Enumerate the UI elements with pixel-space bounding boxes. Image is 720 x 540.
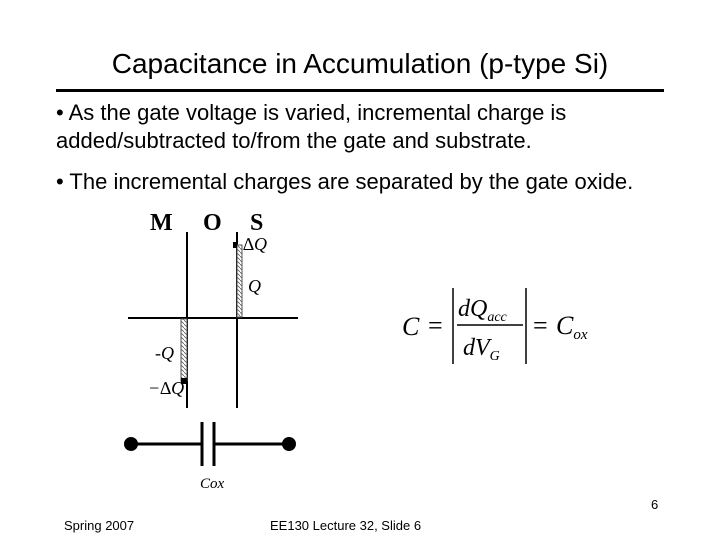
- footer-date: Spring 2007: [64, 518, 135, 533]
- delta-q-top-marker: [233, 242, 237, 248]
- eq-denominator: $dV_G$: [463, 335, 500, 364]
- eq-numerator: $dQ_{acc}$: [458, 296, 507, 325]
- label-delta-q-bottom: −∆Q: [148, 378, 185, 398]
- capacitance-equation: [398, 282, 598, 372]
- page-number: 6: [651, 497, 659, 512]
- label-cox: Cox: [200, 476, 225, 492]
- eq-lhs: C: [402, 312, 420, 341]
- bullet-1: • As the gate voltage is varied, incremental charge is added/subtracted to/from the gate and substrate.: [56, 100, 567, 153]
- charge-bar-q-top: [237, 245, 242, 317]
- eq-rhs: Cox: [556, 311, 588, 343]
- label-metal: M: [150, 210, 173, 236]
- bullet-2: • The incremental charges are separated by the gate oxide.: [56, 169, 634, 194]
- eq-equals-1: =: [428, 311, 443, 340]
- label-q-top: Q: [248, 276, 261, 296]
- label-oxide: O: [203, 210, 222, 236]
- eq-equals-2: =: [533, 311, 548, 340]
- label-semiconductor: S: [250, 210, 264, 236]
- label-q-bottom: -Q: [155, 343, 174, 363]
- footer-lecture: EE130 Lecture 32, Slide 6: [270, 518, 422, 533]
- label-delta-q-top: ∆Q: [243, 234, 268, 254]
- slide-title: Capacitance in Accumulation (p-type Si): [111, 48, 609, 79]
- charge-bar-q-bottom: [181, 319, 187, 381]
